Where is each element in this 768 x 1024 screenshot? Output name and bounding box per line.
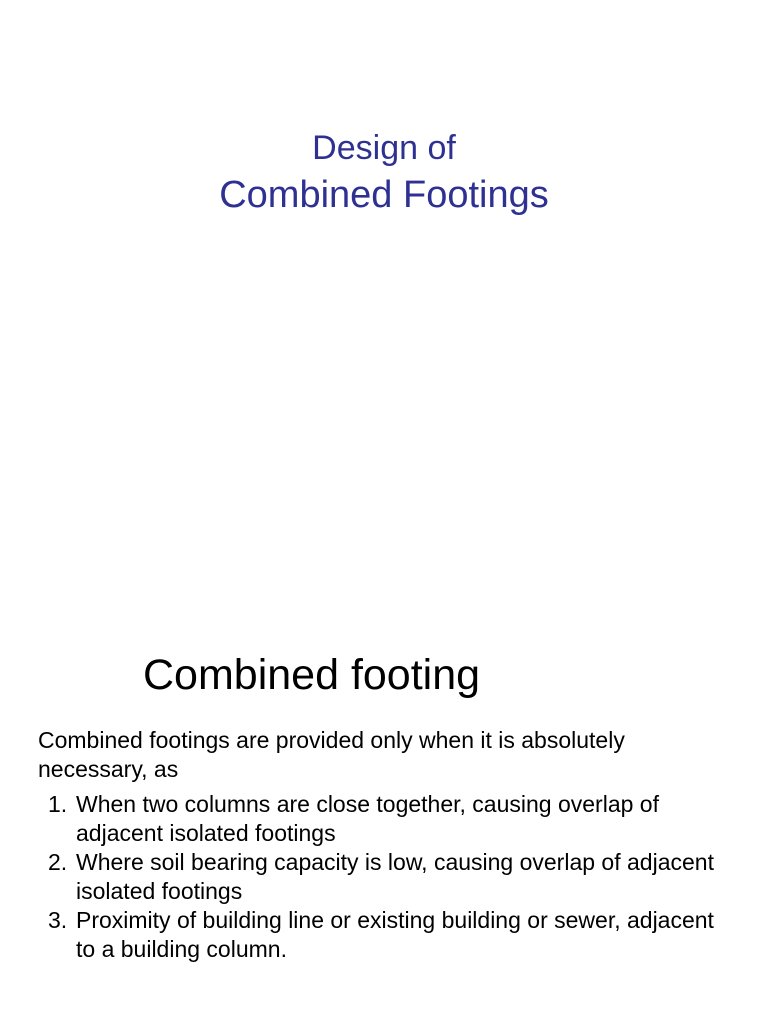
title-slide bbox=[0, 126, 768, 220]
list-item-number: 2. bbox=[48, 849, 68, 875]
list-item-number: 3. bbox=[48, 907, 68, 933]
list-item-number: 1. bbox=[48, 791, 68, 817]
list-item-text: When two columns are close together, causing overlap of adjacent isolated footings bbox=[76, 791, 659, 846]
list-item-text: Where soil bearing capacity is low, causing overlap of adjacent isolated footings bbox=[76, 849, 714, 904]
list-item bbox=[0, 790, 768, 848]
list-item-text: Proximity of building line or existing building or sewer, adjacent to a building column. bbox=[76, 907, 714, 962]
title-line-design-of: Design of bbox=[312, 129, 456, 167]
intro-paragraph: Combined footings are provided only when it is absolutely necessary, as bbox=[38, 727, 625, 782]
title-line-combined-footings: Combined Footings bbox=[219, 174, 549, 216]
list-item bbox=[0, 848, 768, 906]
reason-list bbox=[0, 790, 768, 964]
section-heading: Combined footing bbox=[143, 651, 481, 699]
list-item bbox=[0, 906, 768, 964]
